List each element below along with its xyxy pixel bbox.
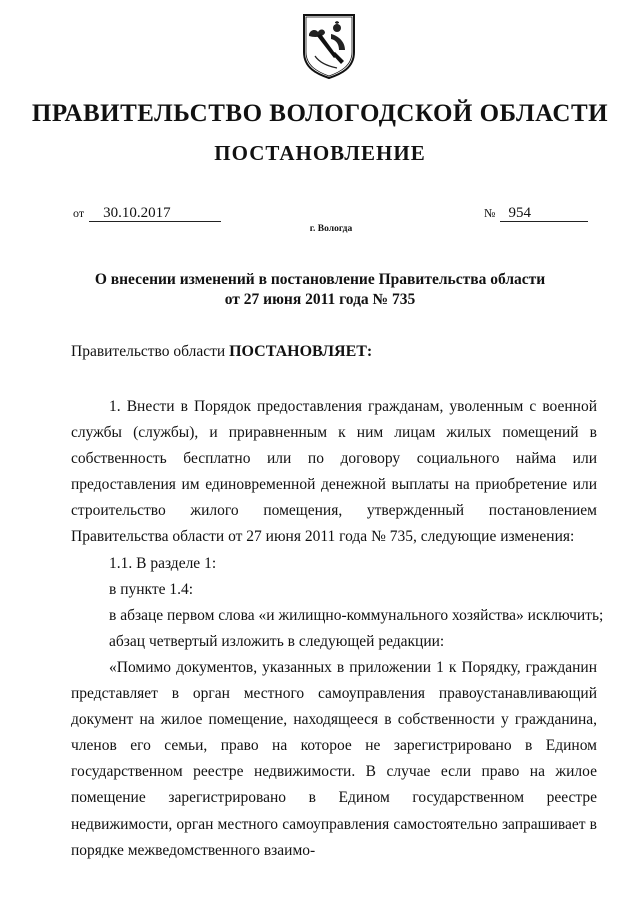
paragraph-1: 1. Внести в Порядок предоставления гражданам, уволенным с военной службы (службы), и приравненным к ним лицам жилых помещений в собственность бесплатно или по договору социального найма или предоставления им единовременной денежной выплаты на приобретение или строительство жилого помещения, утвержденный постановлением Правительства области от 27 июня 2011 года № 735, следующие изменения: xyxy=(71,398,597,546)
date-prefix: от xyxy=(73,206,85,220)
item-1-1: 1.1. В разделе 1: xyxy=(109,554,217,572)
document-body xyxy=(71,394,604,864)
document-date xyxy=(73,206,221,222)
item-abzac-fourth: абзац четвертый изложить в следующей редакции: xyxy=(109,632,445,650)
document-heading xyxy=(0,270,640,310)
item-point-1-4: в пункте 1.4: xyxy=(109,580,194,598)
number-value: 954 xyxy=(500,206,588,222)
preamble-text: Правительство области xyxy=(71,343,230,360)
government-title: ПРАВИТЕЛЬСТВО ВОЛОГОДСКОЙ ОБЛАСТИ xyxy=(31,100,609,127)
document-number xyxy=(484,206,588,222)
document-type: ПОСТАНОВЛЕНИЕ xyxy=(214,141,426,165)
heading-line-1: О внесении изменений в постановление Правительства области xyxy=(94,271,546,288)
preamble xyxy=(71,343,372,361)
vologda-coat-of-arms-icon xyxy=(301,12,357,80)
city-label: г. Вологда xyxy=(309,224,353,234)
preamble-emphasis: ПОСТАНОВЛЯЕТ: xyxy=(229,343,373,360)
heading-line-2: от 27 июня 2011 года № 735 xyxy=(224,291,416,308)
date-value: 30.10.2017 xyxy=(89,206,221,222)
item-abzac-first: в абзаце первом слова «и жилищно-коммунального хозяйства» исключить; xyxy=(109,606,604,624)
number-prefix: № xyxy=(484,206,496,220)
quoted-paragraph: «Помимо документов, указанных в приложении 1 к Порядку, гражданин представляет в орган местного самоуправления правоустанавливающий документ на жилое помещение, находящееся в собственности у гражданина, членов его семьи, право на которое не зарегистрировано в Едином государственном реестре недвижимости. В случае если право на жилое помещение зарегистрировано в Едином государственном реестре недвижимости, орган местного самоуправления самостоятельно запрашивает в порядке межведомственного взаимо- xyxy=(71,658,597,859)
